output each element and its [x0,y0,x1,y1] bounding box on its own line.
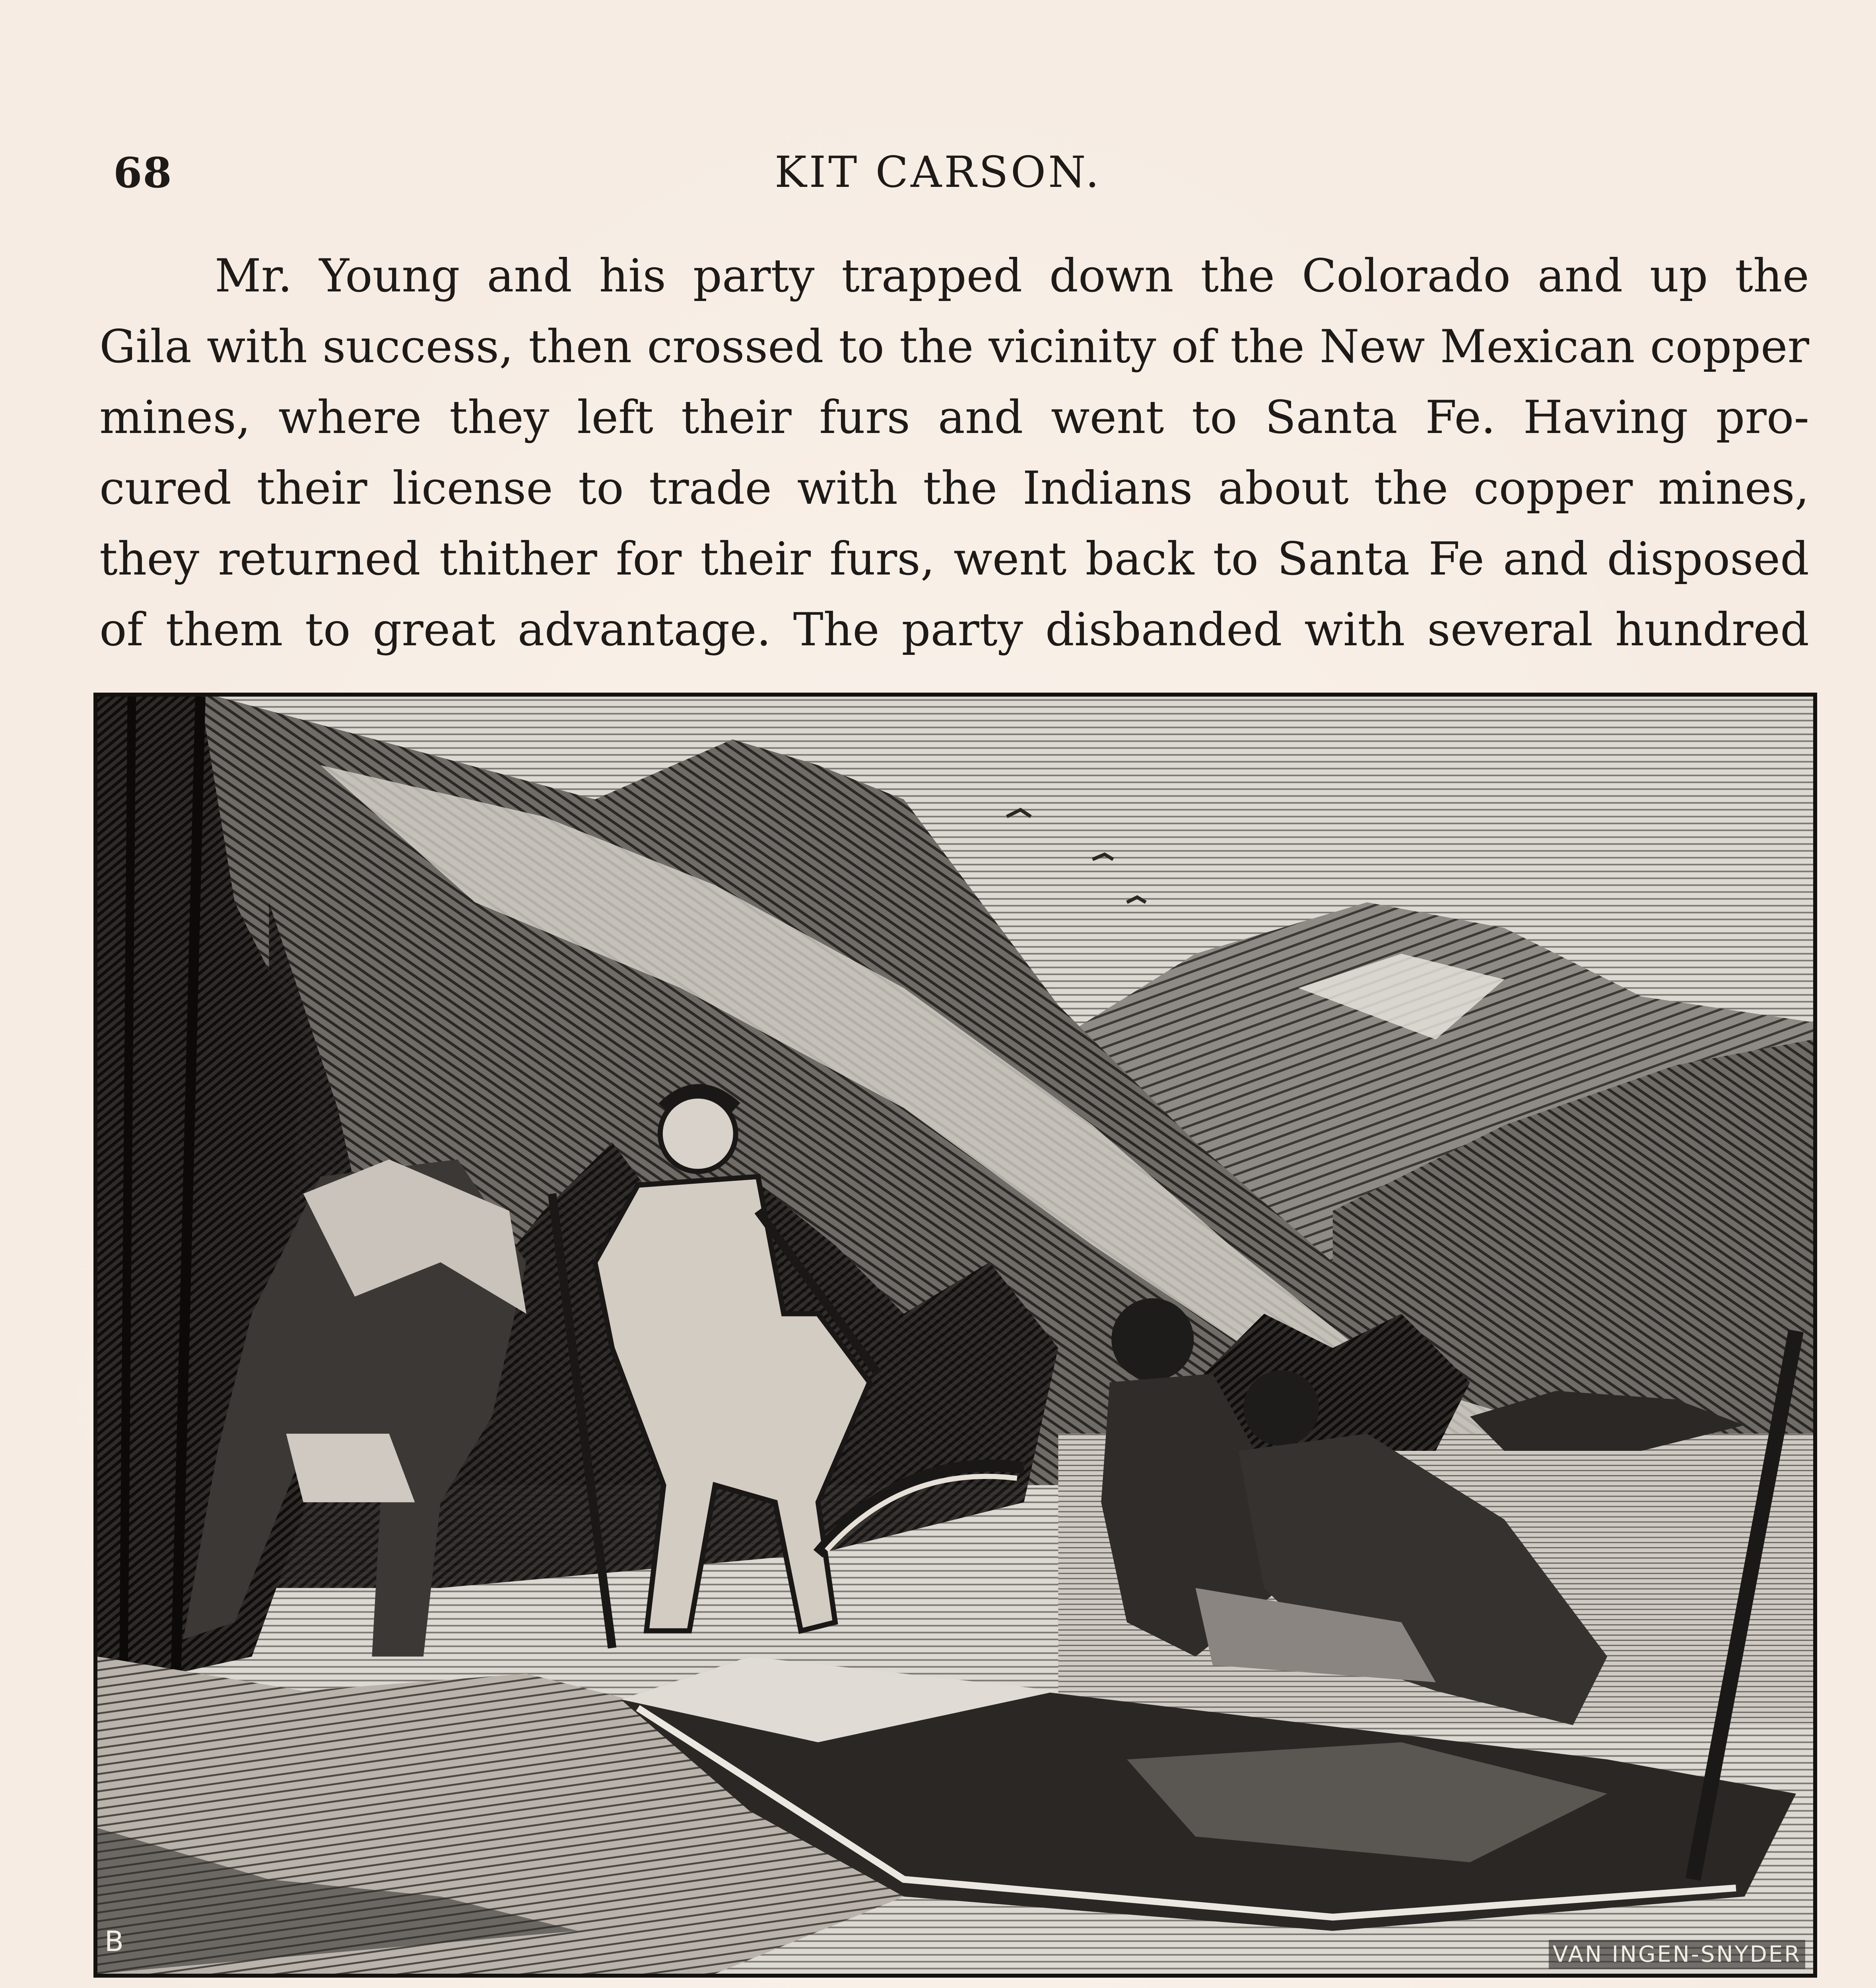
running-head [0,145,1876,205]
text-line: of them to great advantage. The party disbanded with several hundred [99,603,1809,656]
text-line: they returned thither for their furs, went back to Santa Fe and disposed [99,532,1809,585]
engraver-credit: VAN INGEN-SNYDER [1549,1940,1805,1969]
text-line: Mr. Young and his party trapped down the Colorado and up the [215,249,1809,302]
engraving-illustration [93,693,1817,1978]
engraving-scene [97,697,1813,1974]
text-line: mines, where they left their furs and went to Santa Fe. Having pro- [99,391,1809,444]
text-line: cured their license to trade with the Indians about the copper mines, [99,462,1809,514]
text-line: Gila with success, then crossed to the vicinity of the New Mexican copper [99,320,1809,373]
paragraph-top [99,241,1809,665]
running-title: KIT CARSON. [774,148,1102,197]
engraver-monogram: B [105,1925,124,1958]
page-number: 68 [113,148,173,197]
